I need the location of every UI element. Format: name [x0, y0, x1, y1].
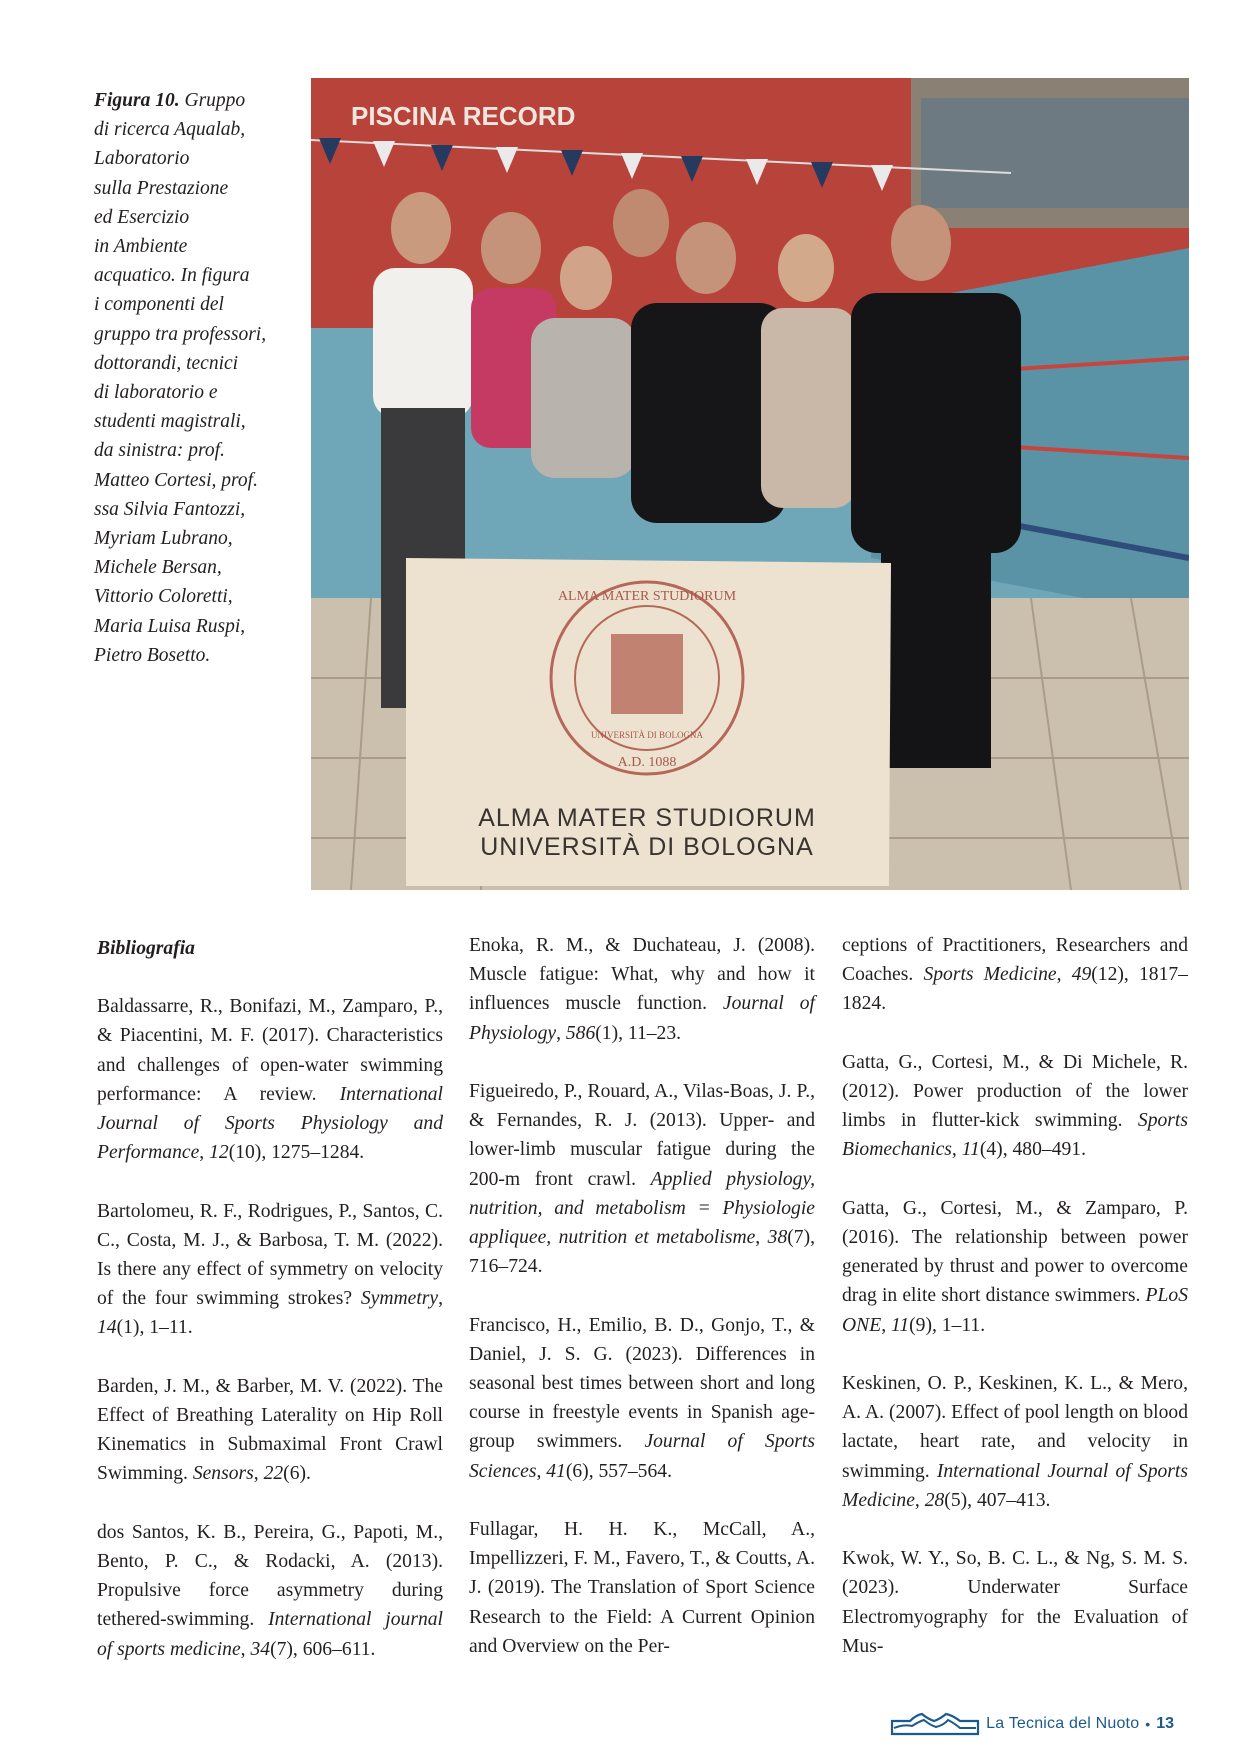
reference-vol: 12	[209, 1142, 229, 1164]
bibliography-heading: Bibliografia	[97, 938, 195, 959]
reference-pre: Barden, J. M., & Barber, M. V. (2022). The Effect of Breathing Laterality on Hip Roll Kinematics in Submaximal Front Crawl Swimming.	[97, 1375, 443, 1485]
reference-journal: Sensors	[192, 1463, 254, 1485]
reference-post: (7), 716–724.	[469, 1227, 815, 1278]
caption-line: gruppo tra professori,	[94, 323, 267, 345]
reference-sep: ,	[914, 1489, 925, 1511]
reference-vol: 11	[890, 1314, 910, 1336]
reference-entry	[842, 1048, 1188, 1165]
reference-vol: 49	[1071, 964, 1092, 986]
caption-line: di ricerca Aqualab,	[94, 119, 246, 141]
footer-separator: •	[1145, 1716, 1151, 1732]
caption-line: Michele Bersan,	[94, 557, 222, 579]
reference-pre: dos Santos, K. B., Pereira, G., Papoti, M., Bento, P. C., & Rodacki, A. (2013). Propulsive force asymmetry during tethered-swimming.	[97, 1521, 443, 1631]
bibliography-column-2	[469, 931, 815, 1661]
reference-vol: 41	[546, 1460, 566, 1482]
caption-line: di laboratorio e	[94, 382, 218, 404]
reference-entry	[469, 1515, 815, 1661]
reference-journal: International journal of sports medicine	[97, 1609, 443, 1660]
caption-line: in Ambiente	[94, 236, 188, 258]
reference-post: (12), 1817–1824.	[842, 964, 1188, 1015]
reference-vol: 22	[263, 1463, 284, 1485]
reference-pre: Figueiredo, P., Rouard, A., Vilas-Boas, J. P., & Fernandes, R. J. (2013). Upper- and lower-limb muscular fatigue during the 200-m front crawl.	[469, 1081, 815, 1190]
reference-entry	[469, 1077, 815, 1281]
reference-journal: Sports Medicine	[923, 964, 1057, 986]
reference-journal: Journal of Sports Sciences	[469, 1431, 815, 1482]
reference-sep: ,	[556, 1022, 566, 1044]
reference-journal: PLoS ONE	[842, 1285, 1188, 1336]
reference-entry	[842, 1194, 1188, 1340]
reference-entry	[842, 1369, 1188, 1515]
reference-pre: Kwok, W. Y., So, B. C. L., & Ng, S. M. S. (2023). Underwater Surface Electromyography for the Evaluation of Mus-	[842, 1548, 1188, 1657]
caption-line: ssa Silvia Fantozzi,	[94, 498, 246, 520]
reference-pre: Francisco, H., Emilio, B. D., Gonjo, T., & Daniel, J. S. G. (2023). Differences in seasonal best times between short and long course in freestyle events in Spanish age-group swimmers.	[469, 1314, 815, 1453]
caption-line: sulla Prestazione	[94, 177, 229, 199]
figure-caption	[94, 86, 284, 670]
reference-entry	[469, 1311, 815, 1486]
reference-sep: ,	[1056, 964, 1072, 986]
bibliography-column-1	[97, 934, 443, 1664]
reference-post: (7), 606–611.	[270, 1638, 376, 1660]
university-sign	[406, 558, 891, 886]
reference-entry	[842, 931, 1188, 1019]
reference-post: (1), 11–23.	[595, 1022, 682, 1044]
page-footer	[890, 1712, 1174, 1736]
caption-line: i componenti del	[94, 294, 224, 316]
reference-vol: 38	[767, 1227, 788, 1249]
caption-line: acquatico. In figura	[94, 265, 250, 287]
reference-journal: Sports Biomechanics	[842, 1110, 1188, 1161]
bibliography-column-3	[842, 931, 1188, 1661]
seal-ring-text: ALMA MATER STUDIORUM	[557, 589, 737, 604]
reference-pre: Enoka, R. M., & Duchateau, J. (2008). Muscle fatigue: What, why and how it influences muscle function.	[469, 935, 815, 1015]
reference-sep: ,	[536, 1460, 547, 1482]
reference-list	[469, 931, 815, 1661]
reference-entry	[97, 1197, 443, 1343]
reference-sep: ,	[951, 1139, 962, 1161]
caption-line: dottorandi, tecnici	[94, 352, 239, 374]
wave-logo-icon	[890, 1712, 980, 1736]
page-number: 13	[1156, 1715, 1174, 1732]
photo-illustration	[311, 78, 1189, 890]
seal-inner-text: UNIVERSITÀ DI BOLOGNA	[591, 730, 703, 740]
reference-post: (6).	[283, 1463, 311, 1485]
figure-label: Figura 10.	[94, 90, 180, 111]
group-photo	[311, 78, 1189, 890]
reference-sep: ,	[438, 1288, 443, 1310]
reference-post: (6), 557–564.	[565, 1460, 672, 1482]
reference-journal: International Journal of Sports Medicine	[842, 1460, 1188, 1511]
reference-sep: ,	[199, 1142, 210, 1164]
reference-vol: 28	[924, 1489, 945, 1511]
reference-pre: Keskinen, O. P., Keskinen, K. L., & Mero, A. A. (2007). Effect of pool length on blood lactate, heart rate, and velocity in swimming.	[842, 1373, 1188, 1482]
sign-line-2: UNIVERSITÀ DI BOLOGNA	[480, 833, 814, 861]
reference-pre: Gatta, G., Cortesi, M., & Di Michele, R. (2012). Power production of the lower limbs in flutter-kick swimming.	[842, 1051, 1188, 1132]
reference-post: (5), 407–413.	[944, 1489, 1051, 1511]
reference-pre: Bartolomeu, R. F., Rodrigues, P., Santos, C. C., Costa, M. J., & Barbosa, T. M. (2022). Is there any effect of symmetry on velocity of the four swimming strokes?	[97, 1200, 443, 1310]
caption-line: Pietro Bosetto.	[94, 644, 211, 666]
reference-sep: ,	[240, 1638, 251, 1660]
reference-sep: ,	[253, 1463, 264, 1485]
reference-sep: ,	[881, 1314, 891, 1336]
reference-entry	[97, 1518, 443, 1664]
magazine-name: La Tecnica del Nuoto	[986, 1715, 1140, 1732]
reference-vol: 14	[97, 1317, 117, 1339]
reference-entry	[97, 992, 443, 1167]
reference-vol: 11	[961, 1139, 980, 1161]
reference-list	[97, 992, 443, 1664]
reference-pre: Fullagar, H. H. K., McCall, A., Impellizzeri, F. M., Favero, T., & Coutts, A. J. (2019). The Translation of Sport Science Research to the Field: A Current Opinion and Overview on the Per-	[469, 1519, 815, 1657]
caption-line: da sinistra: prof.	[94, 440, 225, 462]
sign-line-1: ALMA MATER STUDIORUM	[478, 804, 816, 832]
reference-journal: Journal of Physiology	[469, 993, 815, 1044]
caption-line: studenti magistrali,	[94, 411, 246, 433]
reference-post: (4), 480–491.	[979, 1139, 1086, 1161]
caption-line: Matteo Cortesi, prof.	[94, 469, 258, 491]
reference-vol: 34	[250, 1638, 271, 1660]
reference-entry	[842, 1544, 1188, 1661]
caption-line: Laboratorio	[94, 148, 190, 170]
reference-pre: Baldassarre, R., Bonifazi, M., Zamparo, P., & Piacentini, M. F. (2017). Characteristics and challenges of open-water swimming performance: A review.	[97, 996, 443, 1105]
figure-caption-text	[94, 90, 266, 666]
reference-journal: International Journal of Sports Physiology and Performance	[97, 1083, 443, 1164]
reference-post: (1), 1–11.	[116, 1317, 193, 1339]
reference-sep: ,	[755, 1227, 768, 1249]
reference-journal: Symmetry	[360, 1288, 439, 1310]
reference-pre: ceptions of Practitioners, Researchers and Coaches.	[842, 935, 1188, 986]
reference-journal: Applied physiology, nutrition, and metabolism = Physiologie appliquee, nutrition et metabolisme	[469, 1168, 815, 1249]
reference-post: (9), 1–11.	[909, 1314, 986, 1336]
reference-vol: 586	[565, 1022, 596, 1044]
caption-line: Vittorio Coloretti,	[94, 586, 233, 608]
reference-pre: Gatta, G., Cortesi, M., & Zamparo, P. (2016). The relationship between power generated by thrust and power to overcome drag in elite short distance swimmers.	[842, 1197, 1188, 1307]
reference-entry	[469, 931, 815, 1048]
caption-line: ed Esercizio	[94, 206, 190, 228]
reference-list	[842, 931, 1188, 1661]
reference-entry	[97, 1372, 443, 1489]
seal-year-text: A.D. 1088	[617, 755, 677, 770]
caption-line: Maria Luisa Ruspi,	[94, 615, 246, 637]
caption-line: Gruppo	[184, 90, 246, 111]
caption-line: Myriam Lubrano,	[94, 528, 233, 550]
reference-post: (10), 1275–1284.	[228, 1142, 365, 1164]
wall-sign-text: PISCINA RECORD	[351, 101, 576, 131]
